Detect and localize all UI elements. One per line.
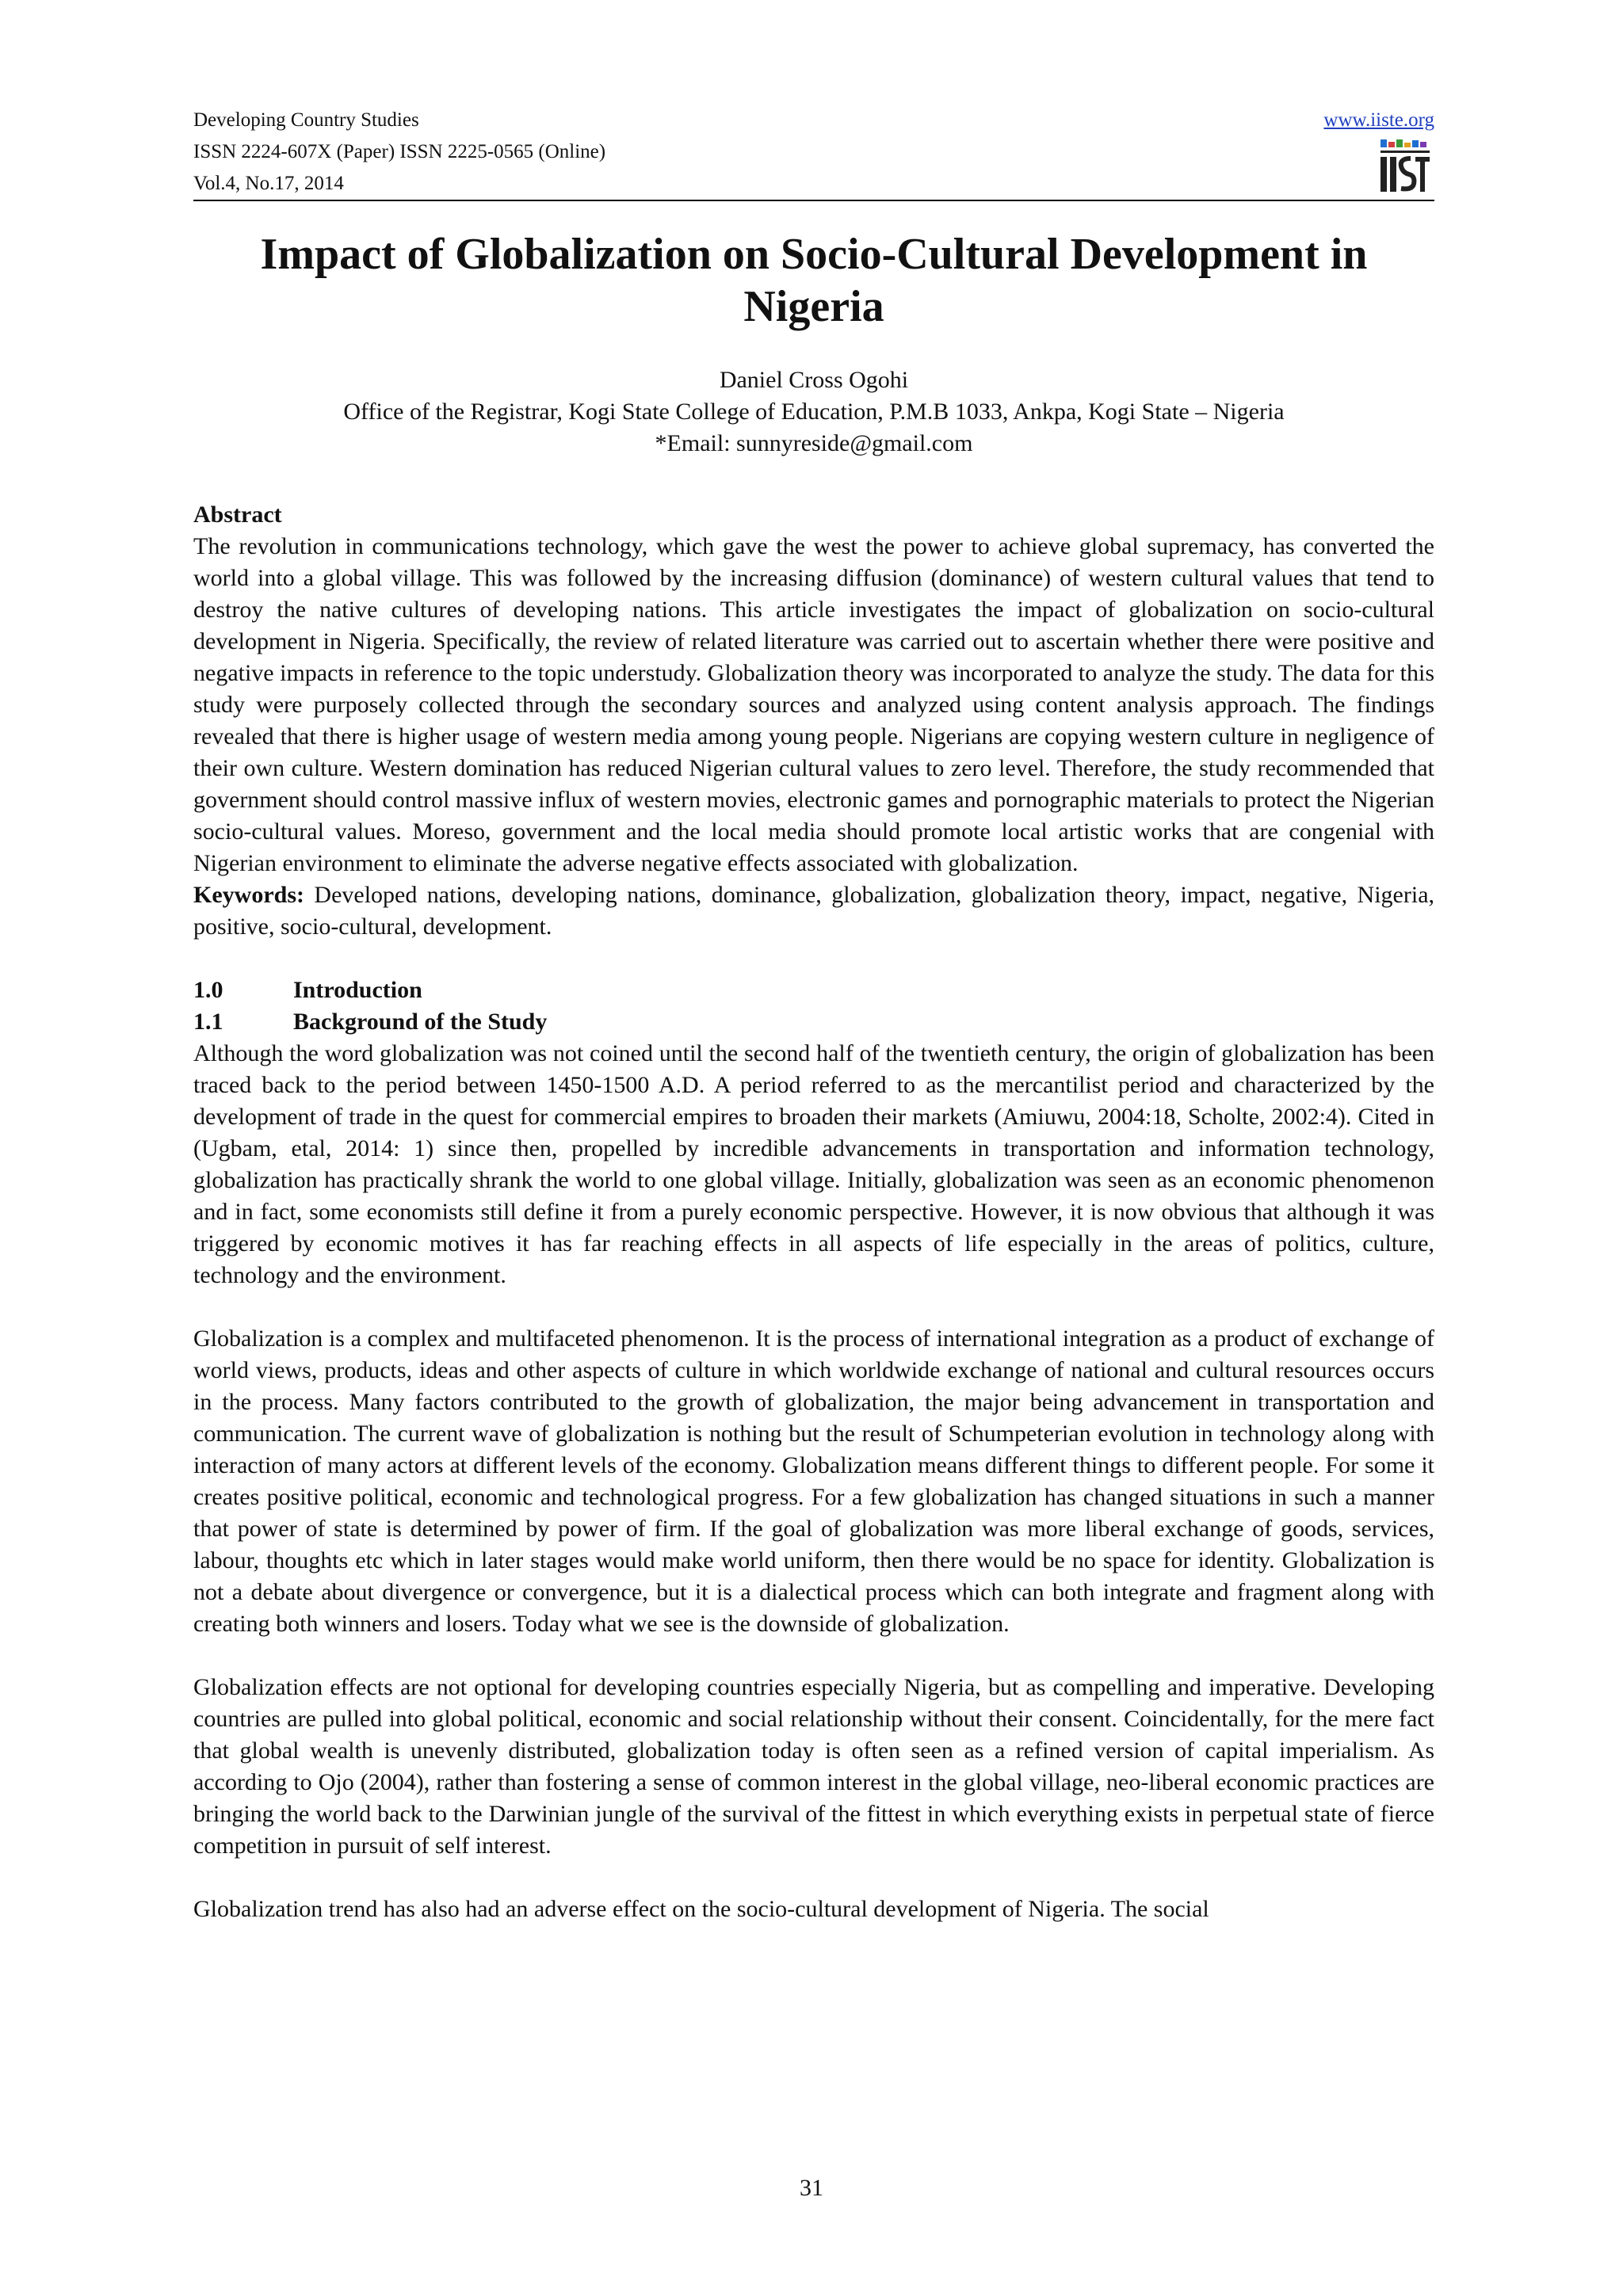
section-heading-introduction	[193, 974, 1434, 1006]
keywords-list: Developed nations, developing nations, dominance, globalization, globalization theory, impact, negative, Nigeria, positive, socio-cultural, development.	[193, 882, 1435, 940]
journal-info	[193, 105, 605, 200]
section-number: 1.1	[193, 1009, 223, 1035]
author-email: *Email: sunnyreside@gmail.com	[655, 430, 973, 456]
article-body	[193, 228, 1434, 1925]
iiste-logo-icon	[1379, 138, 1431, 195]
body-paragraph: Globalization is a complex and multifaceted phenomenon. It is the process of international integration as a product of exchange of world views, products, ideas and other aspects of culture in which worldwide exchange of national and cultural resources occurs in the process. Many factors contributed to the growth of globalization, the major being advancement in transportation and communication. The current wave of globalization is nothing but the result of Schumpeterian evolution in technology along with interaction of many actors at different levels of the economy. Globalization means different things to different people. For some it creates positive political, economic and technological progress. For a few globalization has changed situations in such a manner that power of state is determined by power of firm. If the goal of globalization was more liberal exchange of goods, services, labour, thoughts etc which in later stages would make world uniform, then there would be no space for identity. Globalization is not a debate about divergence or convergence, but it is a dialectical process which can both integrate and fragment along with creating both winners and losers. Today what we see is the downside of globalization.	[193, 1325, 1434, 1637]
author-block	[193, 364, 1434, 460]
section-heading-background	[193, 1006, 1434, 1038]
section-title: Background of the Study	[293, 1009, 548, 1035]
abstract-text: The revolution in communications technology, which gave the west the power to achieve global supremacy, has converted the world into a global village. This was followed by the increasing diffusion (dominance) of western cultural values that tend to destroy the native cultures of developing nations. This article investigates the impact of globalization on socio-cultural development in Nigeria. Specifically, the review of related literature was carried out to ascertain whether there were positive and negative impacts in reference to the topic understudy. Globalization theory was incorporated to analyze the study. The data for this study were purposely collected through the secondary sources and analyzed using content analysis approach. The findings revealed that there is higher usage of western media among young people. Nigerians are copying western culture in negligence of their own culture. Western domination has reduced Nigerian cultural values to zero level. Therefore, the study recommended that government should control massive influx of western movies, electronic games and pornographic materials to protect the Nigerian socio-cultural values. Moreso, government and the local media should promote local artistic works that are congenial with Nigerian environment to eliminate the adverse negative effects associated with globalization.	[193, 533, 1434, 876]
author-affiliation: Office of the Registrar, Kogi State College of Education, P.M.B 1033, Ankpa, Kogi State – Nigeria	[343, 399, 1285, 425]
body-paragraph: Although the word globalization was not coined until the second half of the twentieth century, the origin of globalization has been traced back to the period between 1450-1500 A.D. A period referred to as the mercantilist period and characterized by the development of trade in the quest for commercial empires to broaden their markets (Amiuwu, 2004:18, Scholte, 2002:4). Cited in (Ugbam, etal, 2014: 1) since then, propelled by incredible advancements in transportation and information technology, globalization has practically shrank the world to one global village. Initially, globalization was seen as an economic phenomenon and in fact, some economists still define it from a purely economic perspective. However, it is now obvious that although it was triggered by economic motives it has far reaching effects in all aspects of life especially in the areas of politics, culture, technology and the environment.	[193, 1040, 1434, 1288]
page-number: 31	[800, 2175, 823, 2201]
body-paragraph: Globalization effects are not optional for developing countries especially Nigeria, but as compelling and imperative. Developing countries are pulled into global political, economic and social relationship without their consent. Coincidentally, for the mere fact that global wealth is unevenly distributed, globalization today is often seen as a refined version of capital imperialism. As according to Ojo (2004), rather than fostering a sense of common interest in the global village, neo-liberal economic practices are bringing the world back to the Darwinian jungle of the survival of the fittest in which everything exists in perpetual state of fierce competition in pursuit of self interest.	[193, 1674, 1434, 1859]
journal-issn: ISSN 2224-607X (Paper) ISSN 2225-0565 (Online)	[193, 141, 606, 162]
keywords-label: Keywords:	[193, 882, 304, 908]
body-paragraph: Globalization trend has also had an adverse effect on the socio-cultural development of Nigeria. The social	[193, 1896, 1209, 1922]
article-title: Impact of Globalization on Socio-Cultural Development in Nigeria	[260, 230, 1368, 331]
abstract-heading: Abstract	[193, 502, 282, 528]
section-number: 1.0	[193, 977, 223, 1003]
running-header	[193, 105, 1434, 201]
keywords	[193, 879, 1434, 943]
journal-volume: Vol.4, No.17, 2014	[193, 173, 344, 194]
section-title: Introduction	[293, 977, 422, 1003]
author-name: Daniel Cross Ogohi	[719, 367, 909, 393]
journal-website-link[interactable]: www.iiste.org	[1323, 109, 1434, 131]
journal-name: Developing Country Studies	[193, 109, 419, 131]
